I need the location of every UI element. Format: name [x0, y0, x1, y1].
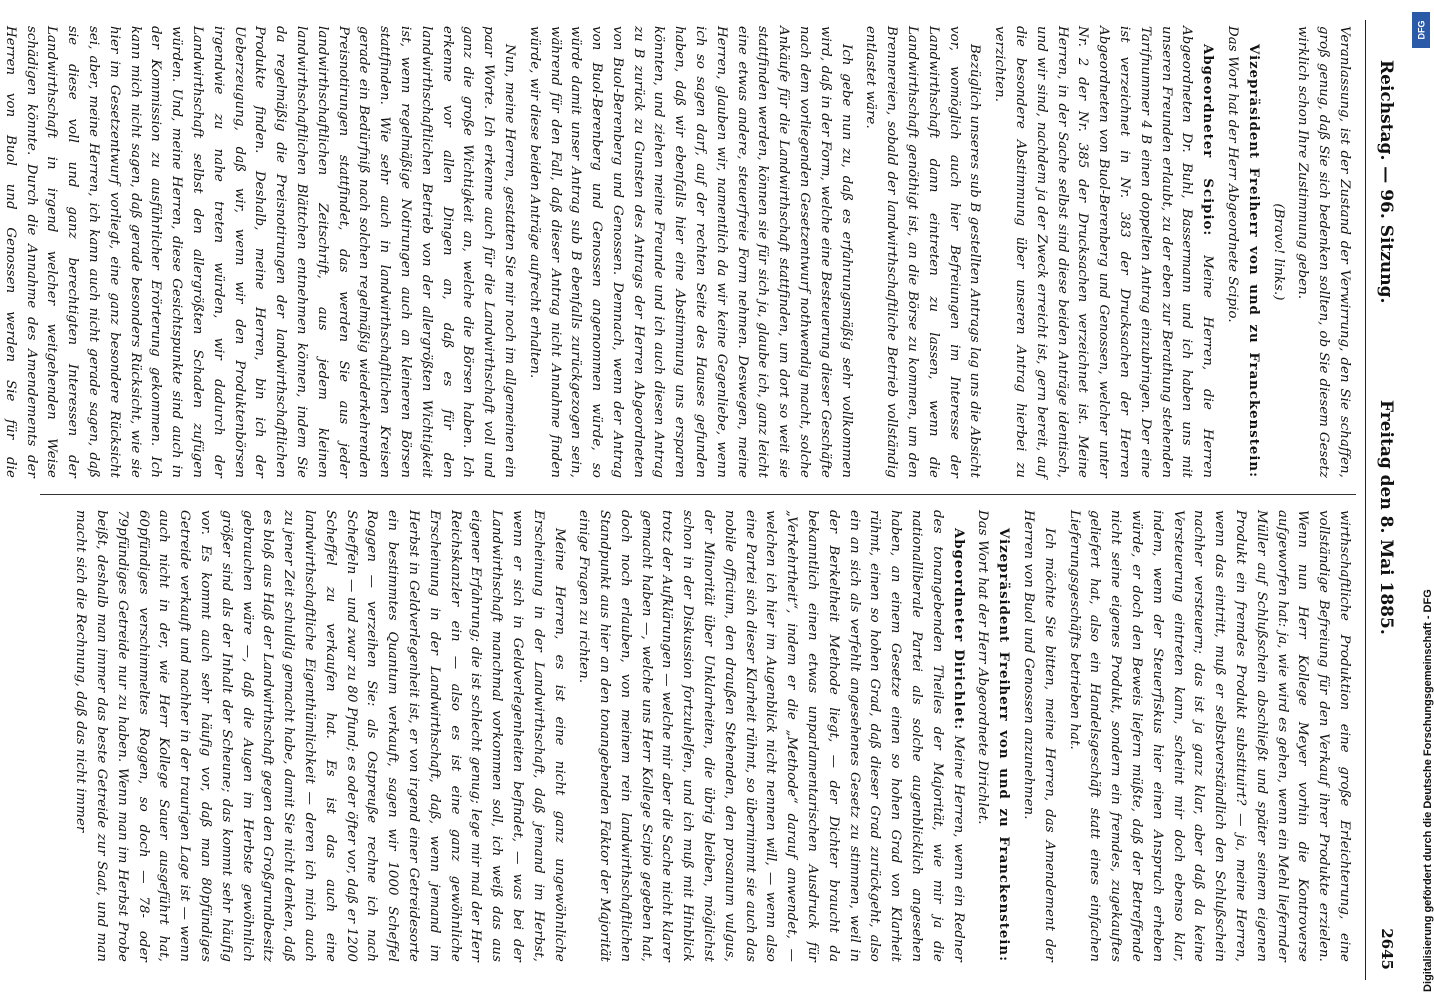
paragraph: Ich möchte Sie bitten, meine Herren, das Amendement der Herren von Buol und Genossen anzunehmen. [1021, 510, 1057, 962]
speaker-name: Vizepräsident Freiherr von und zu Franckenstein: [996, 528, 1012, 962]
rotated-page [2, 20, 1400, 980]
interjection: (Bravo! links.) [1270, 203, 1286, 301]
paragraph [988, 26, 1217, 478]
paragraph: Veranlassung, ist der Zustand der Verwirrung, den Sie schaffen, groß genug, daß Sie sich bedenken sollten, ob Sie diesem Gesetz wirklich schon Ihre Zustimmung geben. [1295, 26, 1352, 478]
dfg-logo [1412, 12, 1430, 48]
speaker-text: Das Wort hat der Herr Abgeordnete Scipio. [1225, 26, 1241, 323]
speaker-text: Meine Herren, die Herren Abgeordneten Dr. Buhl, Bassermann und ich haben uns mit unseren Freunden erlaubt, zu der eben zur Berathung stehenden Tarifnummer 4 B einen doppelten Antrag einzubringen. Der eine ist verzeichnet in Nr. 383 der Drucksachen der Herren Abgeordneten von Buol-Berenberg und Genossen, welcher unter Nr. 2 der Nr. 385 der Drucksachen verzeichnet ist. Meine Herren, in der Sache selbst sind diese beiden Anträge identisch, und wir sind, nachdem ja der Zweck erreicht ist, gern bereit, auf die besondere Abstimmung über unseren Antrag hierbei zu verzichten. [992, 26, 1216, 478]
paragraph [1221, 26, 1263, 478]
page-number: 2645 [1378, 928, 1396, 970]
paragraph: Ich gebe nun zu, daß es erfahrungsmäßig sehr vollkommen wird, daß in der Form, welche eine Besteuerung dieser Geschäfte nach dem vorliegenden Gesetzentwurf nothwendig macht, solche Ankäufe für die Landwirthschaft stattfinden, um dort so weit sie stattfinden werden, können sie für sich ja, glaube ich, ganz leicht eine etwas andere, steuerfreie Form nehmen. Deswegen, meine Herren, glauben wir, namentlich da wir keine Gegenliebe, wenn ich so sagen darf, auf der rechten Seite des Hauses gefunden haben, daß wir ebenfalls hier eine Abstimmung uns ersparen könnten, und ziehen meine Freunde und ich auch diesen Antrag zu B zurück zu Gunsten des Antrags der Herren Abgeordneten von Buol-Berenberg und Genossen. Demnach, wenn der Antrag von Buol-Berenberg und Genossen angenommen würde, so würde damit unser Antrag sub B ebenfalls zurückgezogen sein, während für den Fall, daß dieser Antrag nicht Annahme finden würde, wir diese beiden Anträge aufrecht erhalten. [526, 26, 854, 478]
dfg-logo-text: DFG [1416, 20, 1426, 40]
speaker-name: Abgeordneter Scipio: [1200, 44, 1216, 237]
running-head-date: Freitag den 8. Mai 1885. [1376, 400, 1396, 635]
speaker-text: Meine Herren, wenn ein Redner des tonangebenden Theiles der Majorität, wie mir ja die nationalliberale Partei als solche augenblicklich angesehen haben, an einem Gesetze einen so hohen Grad von Klarheit rühmt, einen so hohen Grad, daß dieser Grad zurückgeht, also ein an sich als verfehlt angesehenes Gesetz zu stimmen, weil in der Berkeltheit Methode liegt, — der Dichter braucht da bekanntlich einen etwas unparlamentarischen Ausdruck für „Verkehrtheit“, indem er die „Methode“ darauf anwendet, — welchen ich hier im Augenblick nicht nennen will, — wenn also eine Partei sich dieser Klarheit rühmt, so übernimmt sie auch das nobile officium, den draußen Stehenden, den prosanum vulgus, der Minorität über Unklarheiten, die übrig bleiben, möglichst schon in der Diskussion fortzuhelfen, und ich muß mit Hinblick trotz der Aufklärungen — welche mir aber die Sache nicht klarer gemacht haben —, welche uns Herr Kollege Scipio gegeben hat, doch noch erlauben, von meinem rein landwirthschaftlichen Standpunkt aus hier an den tonangebenden Faktor der Majorität einige Fragen zu richten. [576, 510, 966, 963]
dfg-footer-strip [1408, 0, 1432, 1000]
right-column [30, 510, 1354, 962]
paragraph: wirthschaftliche Produktion eine große Erleichterung, eine vollständige Befreiung für den Verkauf ihrer Produkte erzielen. Wenn nun Herr Kollege Meyer vorhin die Kontroverse aufgeworfen hat: ja, wie wird es gehen, wenn ein Mehl liefernder Müller auf Schlußschein abschließt und später seinem eigenen Produkt ein fremdes Produkt substituirt? — ja, meine Herren, wenn das eintritt, muß er selbstverständlich den Schlußschein nachher versteuern; das ist ja ganz klar, aber daß da keine Versteuerung eintreten kann, scheint mir doch ebenso klar, indem, wenn der Steuerfiskus hier einen Anspruch erheben würde, er doch den Beweis liefern müßte, daß der Betreffende nicht seine eigenes Produkt, sondern ein fremdes, zugekauftes geliefert hat, also ein Handelsgeschäft statt eines einfachen Lieferungsgeschäfts betrieben hat. [1066, 510, 1352, 962]
column-divider [40, 494, 1356, 495]
running-head [1365, 20, 1400, 980]
speaker-name: Vizepräsident Freiherr von und zu Franckenstein: [1245, 44, 1261, 478]
paragraph: Nun, meine Herren, gestatten Sie mir noch im allgemeinen ein paar Worte. Ich erkenne auch für die Landwirthschaft voll und ganz die große Wichtigkeit an, welche die Börsen haben. Ich erkenne vor allen Dingen an, daß es für den landwirthschaftlichen Betrieb von der allergrößten Wichtigkeit ist, wenn regelmäßige Notirungen auch an kleineren Börsen stattfinden. Wie sehr auch in landwirthschaftlichen Kreisen gerade ein Bedürfniß nach solchen regelmäßig wiederkehrenden Preisnotirungen stattfindet, das werden Sie aus jeder landwirthschaftlichen Zeitschrift, aus jedem kleinen landwirthschaftlichen Blättchen entnehmen können, indem Sie da regelmäßig die Preisnotirungen der landwirthschaftlichen Produkte finden. Deshalb, meine Herren, bin ich der Ueberzeugung, daß wir, wenn wir den Produktenbörsen irgendwie zu nahe treten würden, wir dadurch der Landwirthschaft selbst den allergrößten Schaden zufügen würden. Und, meine Herren, diese Gesichtspunkte sind auch in der Kommission zu ausführlicher Erörterung gekommen. Ich kann mich nicht sagen, daß gerade besonders Rücksicht, wie sie hier im Gesetzentwurf vorliegt, eine ganz besondere Rücksicht sei, aber, meine Herren, ich kann auch nicht gerade sagen, daß sie diese voll und ganz berechtigten Interessen der Landwirthschaft in irgend welcher weitgehenden Weise schädigen könnte. Durch die Annahme des Amendements der Herren von Buol und Genossen werden Sie für die [2, 26, 517, 478]
paragraph [972, 510, 1014, 962]
speaker-name: Abgeordneter Dirichlet: [950, 528, 966, 731]
paragraph: Meine Herren, es ist eine nicht ganz ungewöhnliche Erscheinung in der Landwirthschaft, daß jemand im Herbst, wenn er sich in Geldverlegenheiten befindet, — was bei der Landwirthschaft manchmal vorkommen soll, ich weiß das aus eigener Erfahrung; die ist schlecht genug; lege mir mal der Herr Reichskanzler ein — also es ist eine ganz gewöhnliche Erscheinung in der Landwirthschaft, daß, wenn jemand im Herbst in Geldverlegenheit ist, er von irgend einer Getreidesorte ein bestimmtes Quantum verkauft, sagen wir 1000 Scheffel Roggen — verzeihen Sie: als Ostpreuße rechne ich nach Scheffeln — und zwar zu 80 Pfund; es oder öfter vor, daß er 1200 Scheffel zu verkaufen hat. Es ist das auch eine landwirthschaftliche Eigenthümlichkeit — deren ich mich auch zu jener Zeit schuldig gemacht habe, damit Sie nicht denken, daß es bloß aus Haß der Landwirthschaft gegen den Großgrundbesitz gebrauchen wäre —, daß die Augen im Herbste gewöhnlich größer sind als der Inhalt der Scheune; das kommt sehr häufig vor. Es kommt auch sehr häufig vor, daß man 80pfündiges Getreide verkauft und nachher in der traurigen Lage ist — wenn auch nicht in der, wie Herr Kollege Sauer ausgeführt hat, 60pfündiges verschimmeltes Roggen, so doch — 78- oder 79pfündiges Getreide nur zu haben. Wenn man im Herbst Probe beißt, deshalb man immer das beste Getreide zur Saat, und man macht sich die Rechnung, daß das nicht immer [73, 510, 567, 962]
paragraph: Bezüglich unseres sub B gestellten Antrags lag uns die Absicht vor, womöglich auch hier Befreiungen im Interesse der Landwirthschaft dann eintreten zu lassen, wenn die Landwirthschaft genöthigt ist, an die Börse zu kommen, um den Brennereien, sobald der landwirthschaftliche Betrieb vollständig entlastet wäre. [863, 26, 983, 478]
running-head-left: Reichstag. — 96. Sitzung. [1376, 60, 1396, 304]
paragraph [573, 510, 968, 962]
left-column [2, 26, 1354, 478]
speaker-text: Das Wort hat der Herr Abgeordnete Dirichlet. [975, 510, 991, 825]
digitization-credit: Digitalisierung gefördert durch die Deutsche Forschungsgemeinschaft - DFG [1422, 589, 1434, 992]
